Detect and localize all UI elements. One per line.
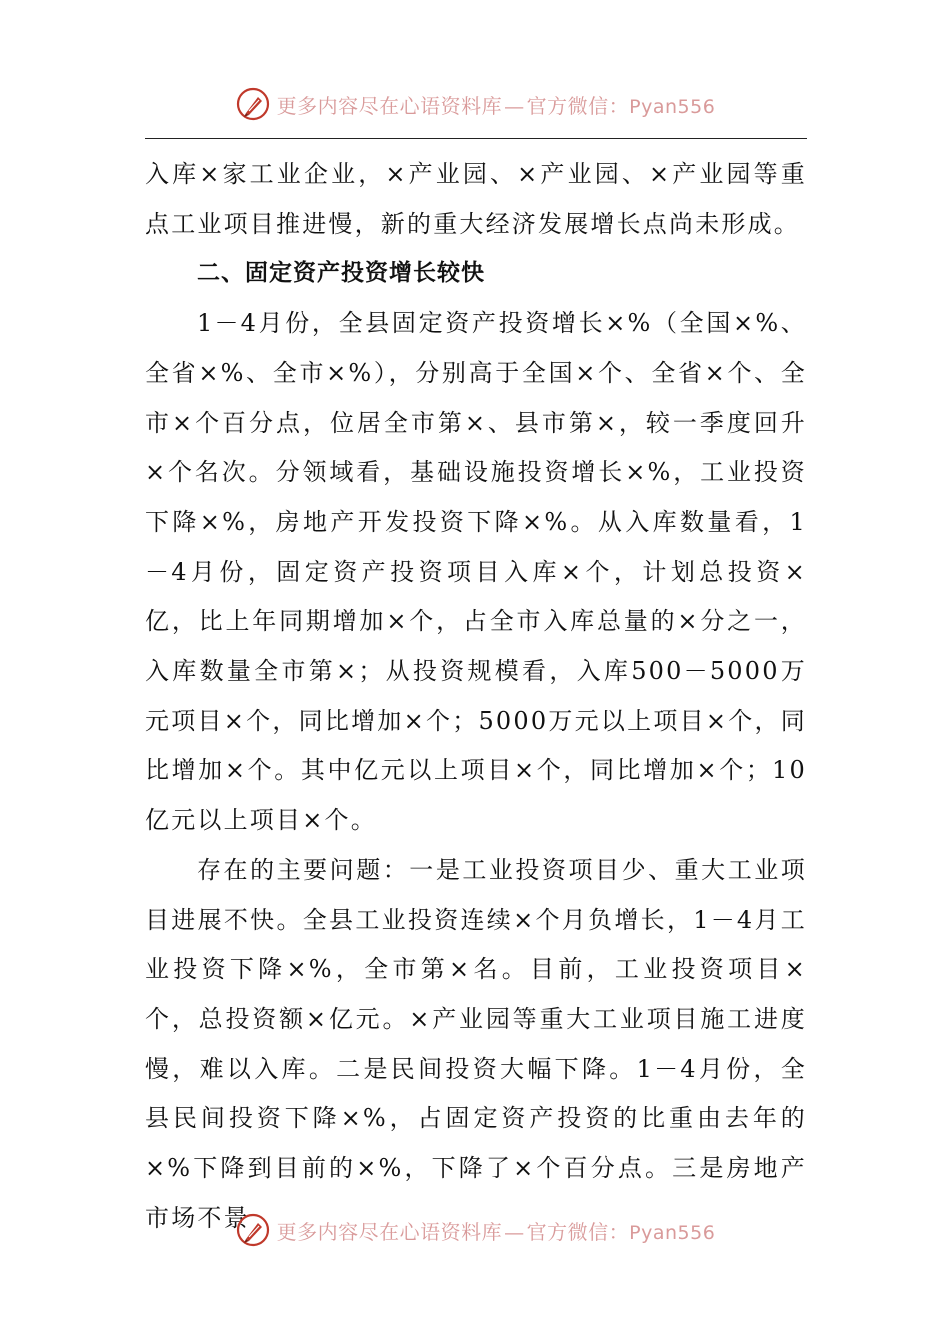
- continuation-paragraph: 入库×家工业企业，×产业园、×产业园、×产业园等重点工业项目推进慢，新的重大经济发展增长点尚未形成。: [145, 160, 807, 238]
- problems-paragraph: 存在的主要问题：一是工业投资项目少、重大工业项目进展不快。全县工业投资连续×个月负增长，1－4月工业投资下降×%，全市第×名。目前，工业投资项目×个，总投资额×亿元。×产业园等重大工业项目施工进度慢，难以入库。二是民间投资大幅下降。1－4月份，全县民间投资下降×%，占固定资产投资的比重由去年的×%下降到目前的×%，下降了×个百分点。三是房地产市场不景: [145, 855, 807, 1232]
- header-rule: [145, 138, 807, 139]
- watermark-text: 更多内容尽在心语资料库 — 官方微信：Pyan556: [276, 93, 716, 118]
- watermark-text: 更多内容尽在心语资料库 — 官方微信：Pyan556: [276, 1219, 716, 1244]
- wechat-id: Pyan556: [629, 95, 716, 118]
- footer-watermark: [0, 1210, 950, 1250]
- header-watermark: [0, 84, 950, 124]
- section-heading: 二、固定资产投资增长较快: [197, 260, 485, 287]
- pen-nib-logo-icon: [235, 1212, 271, 1248]
- wechat-id: Pyan556: [629, 1221, 716, 1244]
- pen-nib-logo-icon: [235, 86, 271, 122]
- document-body: [145, 150, 807, 1243]
- investment-paragraph: 1－4月份，全县固定资产投资增长×%（全国×%、全省×%、全市×%），分别高于全国×个、全省×个、全市×个百分点，位居全市第×、县市第×，较一季度回升×个名次。分领域看，基础设施投资增长×%，工业投资下降×%，房地产开发投资下降×%。从入库数量看，1－4月份，固定资产投资项目入库×个，计划总投资×亿，比上年同期增加×个，占全市入库总量的×分之一，入库数量全市第×；从投资规模看，入库500－5000万元项目×个，同比增加×个；5000万元以上项目×个，同比增加×个。其中亿元以上项目×个，同比增加×个；10亿元以上项目×个。: [145, 309, 807, 835]
